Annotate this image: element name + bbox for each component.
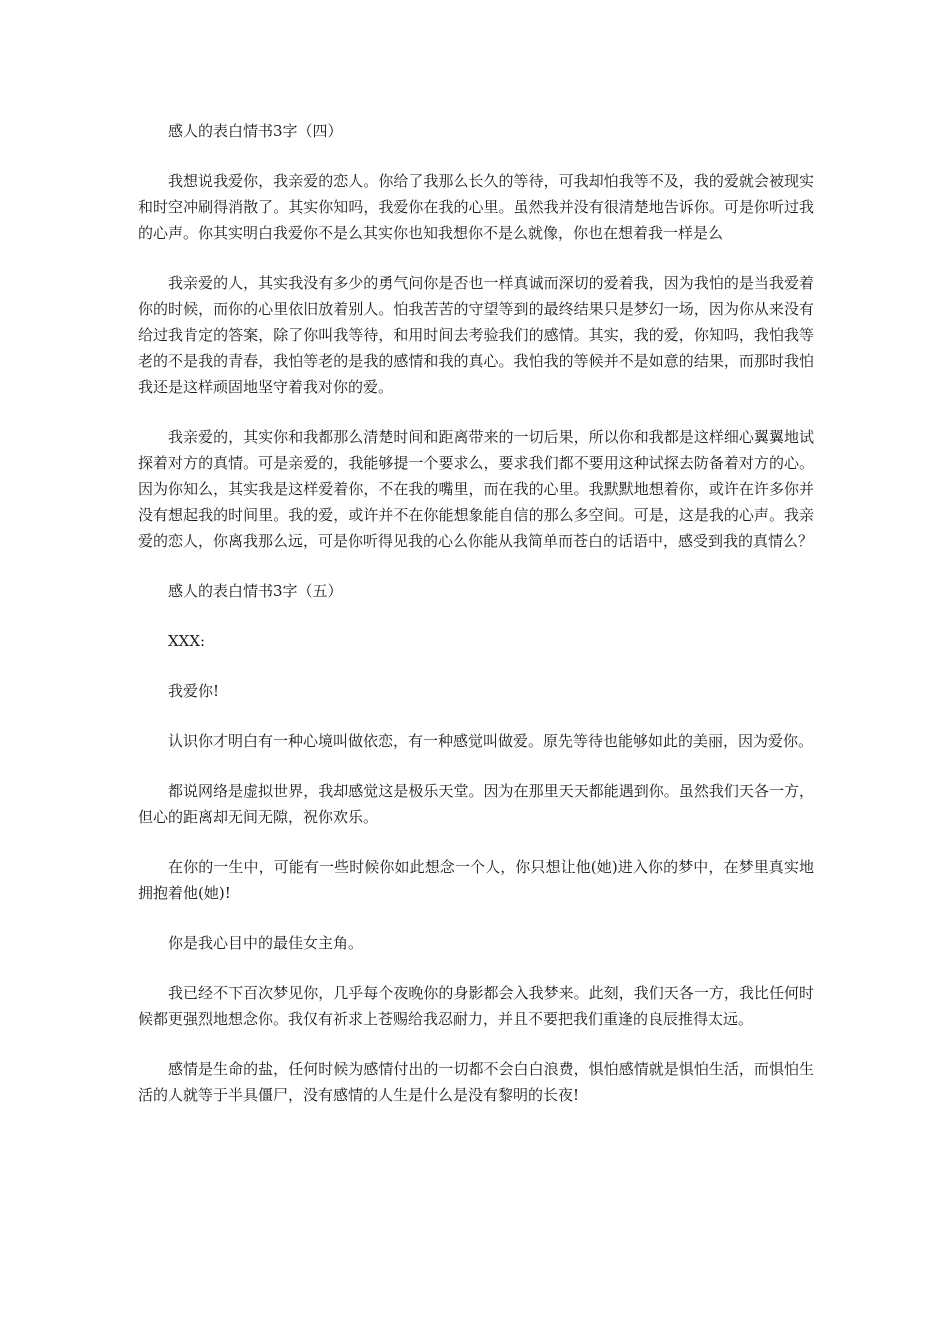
paragraph: 都说网络是虚拟世界，我却感觉这是极乐天堂。因为在那里天天都能遇到你。虽然我们天各一方，但心的距离却无间无隙，祝你欢乐。 [138, 782, 814, 826]
paragraph: 我亲爱的人，其实我没有多少的勇气问你是否也一样真诚而深切的爱着我，因为我怕的是当我爱着你的时候，而你的心里依旧放着别人。怕我苦苦的守望等到的最终结果只是梦幻一场，因为你从来没有给过我肯定的答案，除了你叫我等待，和用时间去考验我们的感情。其实，我的爱，你知吗，我怕我等老的不是我的青春，我怕等老的是我的感情和我的真心。我怕我的等候并不是如意的结果，而那时我怕我还是这样顽固地坚守着我对你的爱。 [138, 274, 814, 396]
paragraph: 我爱你! [168, 682, 220, 700]
section-heading-4: 感人的表白情书3字（四） [168, 122, 343, 140]
document-body [138, 118, 814, 1132]
paragraph: 我想说我爱你，我亲爱的恋人。你给了我那么长久的等待，可我却怕我等不及，我的爱就会被现实和时空冲刷得消散了。其实你知吗，我爱你在我的心里。虽然我并没有很清楚地告诉你。可是你听过我的心声。你其实明白我爱你不是么其实你也知我想你不是么就像，你也在想着我一样是么 [138, 172, 814, 242]
letter-salutation: XXX: [168, 632, 206, 650]
paragraph: 认识你才明白有一种心境叫做依恋，有一种感觉叫做爱。原先等待也能够如此的美丽，因为爱你。 [168, 732, 814, 750]
paragraph: 我亲爱的，其实你和我都那么清楚时间和距离带来的一切后果，所以你和我都是这样细心翼翼地试探着对方的真情。可是亲爱的，我能够提一个要求么，要求我们都不要用这种试探去防备着对方的心。因为你知么，其实我是这样爱着你，不在我的嘴里，而在我的心里。我默默地想着你，或许在许多你并没有想起我的时间里。我的爱，或许并不在你能想象能自信的那么多空间。可是，这是我的心声。我亲爱的恋人，你离我那么远，可是你听得见我的心么你能从我简单而苍白的话语中，感受到我的真情么？ [138, 428, 814, 550]
paragraph: 我已经不下百次梦见你，几乎每个夜晚你的身影都会入我梦来。此刻，我们天各一方，我比任何时候都更强烈地想念你。我仅有祈求上苍赐给我忍耐力，并且不要把我们重逢的良辰推得太远。 [138, 984, 814, 1028]
paragraph: 感情是生命的盐，任何时候为感情付出的一切都不会白白浪费，惧怕感情就是惧怕生活，而惧怕生活的人就等于半具僵尸，没有感情的人生是什么是没有黎明的长夜! [138, 1060, 814, 1104]
paragraph: 你是我心目中的最佳女主角。 [168, 934, 364, 952]
paragraph: 在你的一生中，可能有一些时候你如此想念一个人，你只想让他(她)进入你的梦中，在梦里真实地拥抱着他(她)! [138, 858, 814, 902]
section-heading-5: 感人的表白情书3字（五） [168, 582, 343, 600]
